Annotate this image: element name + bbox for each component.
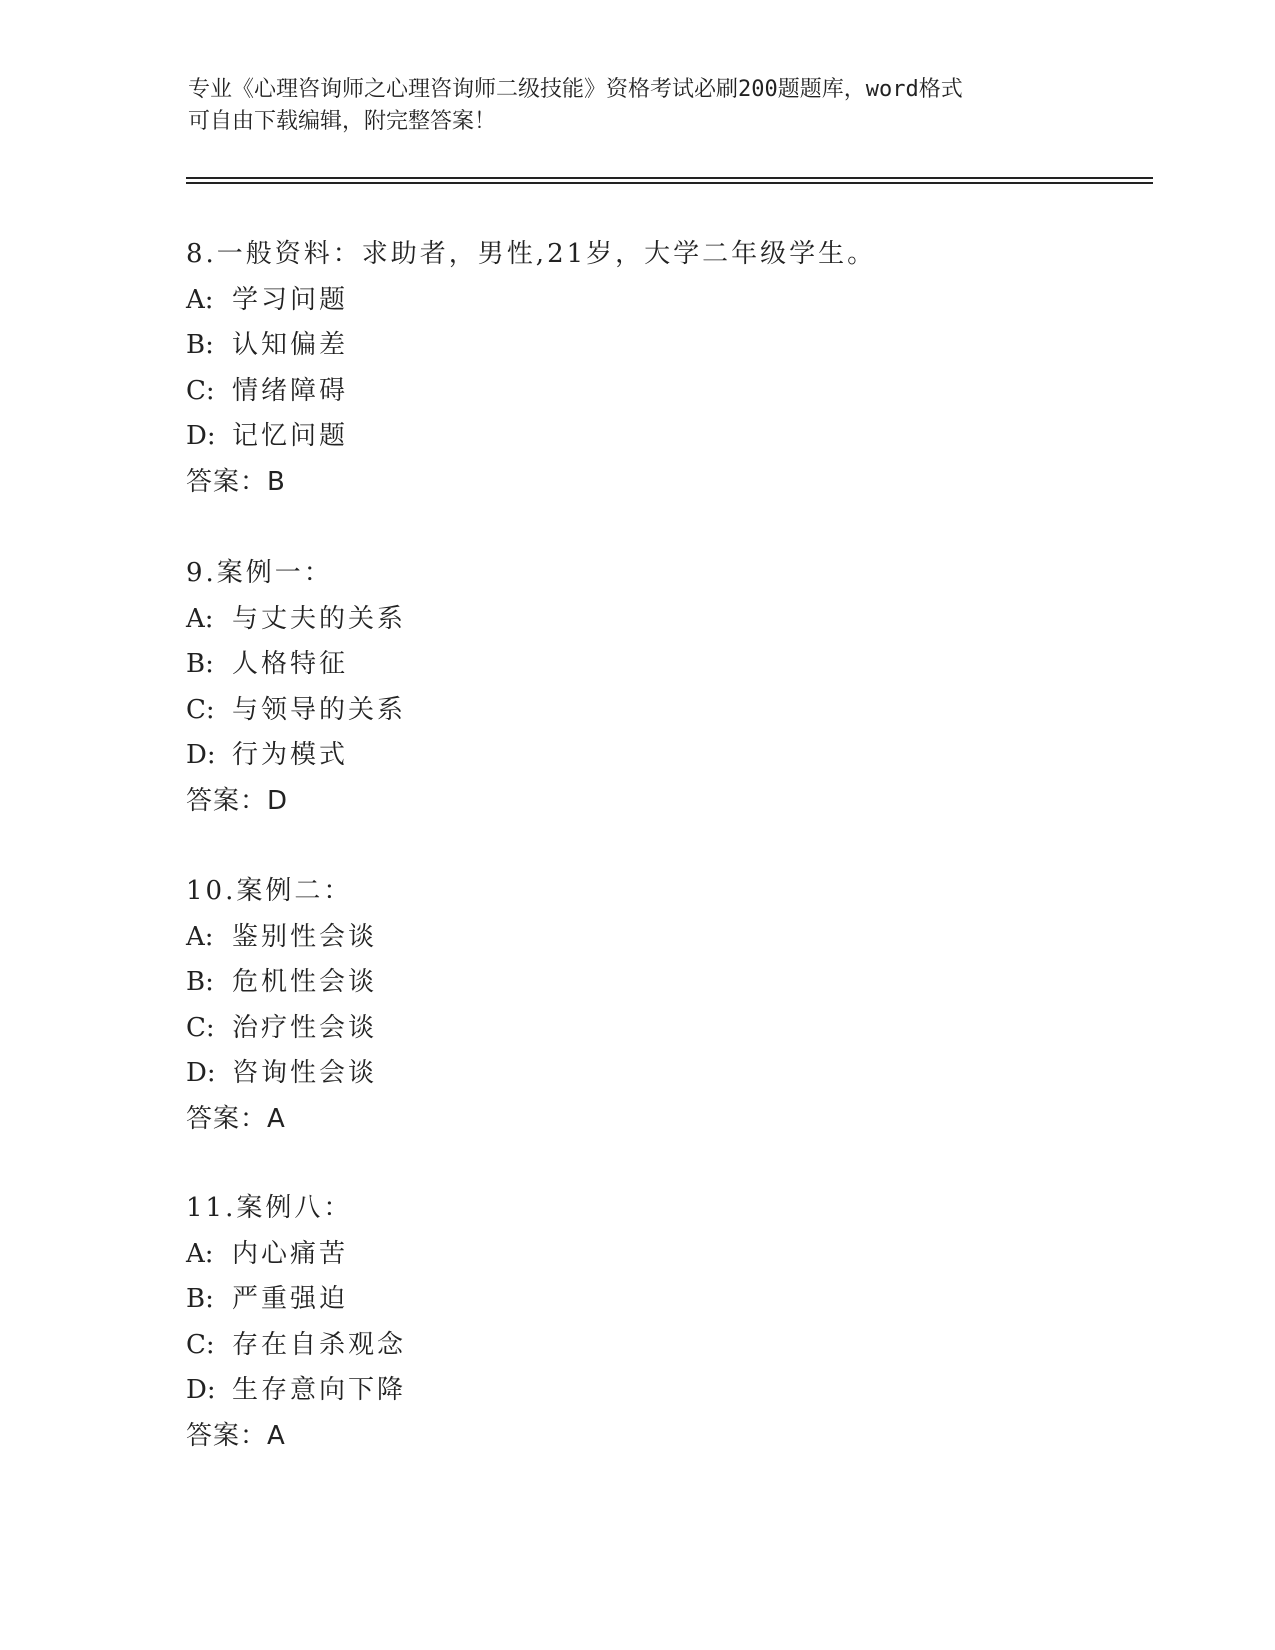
- option-text: 内心痛苦: [232, 1238, 349, 1269]
- option-text: 鉴别性会谈: [232, 921, 378, 952]
- option-letter: B:: [186, 330, 214, 360]
- option-letter: D:: [186, 1375, 216, 1405]
- option-letter: A:: [186, 1238, 214, 1269]
- option-a: [186, 278, 876, 324]
- option-letter: D:: [186, 1058, 216, 1088]
- option-d: [186, 1368, 406, 1414]
- option-c: [186, 688, 406, 734]
- option-letter: A:: [186, 284, 214, 315]
- option-a: [186, 597, 406, 643]
- option-text: 行为模式: [232, 740, 349, 770]
- option-letter: B:: [186, 649, 214, 679]
- option-d: [186, 1051, 377, 1097]
- option-text: 危机性会谈: [232, 967, 378, 997]
- question-block: [186, 232, 876, 505]
- option-c: [186, 1323, 406, 1369]
- option-text: 生存意向下降: [232, 1375, 407, 1405]
- option-b: [186, 323, 876, 369]
- option-a: [186, 915, 377, 961]
- option-text: 治疗性会谈: [232, 1012, 378, 1043]
- answer-line: 答案：D: [186, 785, 289, 816]
- option-letter: B:: [186, 1284, 214, 1314]
- option-letter: C:: [186, 1012, 215, 1043]
- answer-line: 答案：A: [186, 1103, 286, 1134]
- question-title: 10.案例二：: [186, 876, 353, 906]
- option-text: 认知偏差: [232, 330, 349, 360]
- header-line-2: 可自由下载编辑，附完整答案！: [188, 109, 497, 134]
- option-letter: C:: [186, 375, 215, 406]
- option-letter: D:: [186, 740, 216, 770]
- option-text: 情绪障碍: [232, 375, 349, 406]
- option-letter: A:: [186, 921, 214, 952]
- question-title: 8.一般资料：求助者，男性,21岁，大学二年级学生。: [186, 239, 877, 269]
- question-block: [186, 551, 406, 824]
- option-a: [186, 1232, 406, 1278]
- option-d: [186, 414, 876, 460]
- option-text: 学习问题: [232, 284, 349, 315]
- question-block: [186, 869, 377, 1142]
- option-d: [186, 733, 406, 779]
- header-line-1: 专业《心理咨询师之心理咨询师二级技能》资格考试必刷200题题库，word格式: [188, 77, 963, 102]
- document-header: [188, 74, 1088, 138]
- header-divider-bottom: [186, 182, 1153, 184]
- header-divider-top: [186, 177, 1153, 179]
- answer-line: 答案：B: [186, 466, 286, 497]
- option-text: 与领导的关系: [232, 694, 407, 725]
- question-title: 11.案例八：: [186, 1193, 353, 1223]
- option-text: 与丈夫的关系: [232, 603, 407, 634]
- question-block: [186, 1186, 406, 1459]
- option-text: 严重强迫: [232, 1284, 349, 1314]
- option-letter: B:: [186, 967, 214, 997]
- option-letter: A:: [186, 603, 214, 634]
- option-b: [186, 1277, 406, 1323]
- option-text: 记忆问题: [232, 421, 349, 451]
- option-letter: D:: [186, 421, 216, 451]
- option-b: [186, 642, 406, 688]
- option-letter: C:: [186, 1329, 215, 1360]
- option-text: 存在自杀观念: [232, 1329, 407, 1360]
- option-c: [186, 369, 876, 415]
- option-text: 咨询性会谈: [232, 1058, 378, 1088]
- option-letter: C:: [186, 694, 215, 725]
- option-c: [186, 1006, 377, 1052]
- option-text: 人格特征: [232, 649, 349, 679]
- answer-line: 答案：A: [186, 1420, 286, 1451]
- option-b: [186, 960, 377, 1006]
- question-title: 9.案例一：: [186, 558, 333, 588]
